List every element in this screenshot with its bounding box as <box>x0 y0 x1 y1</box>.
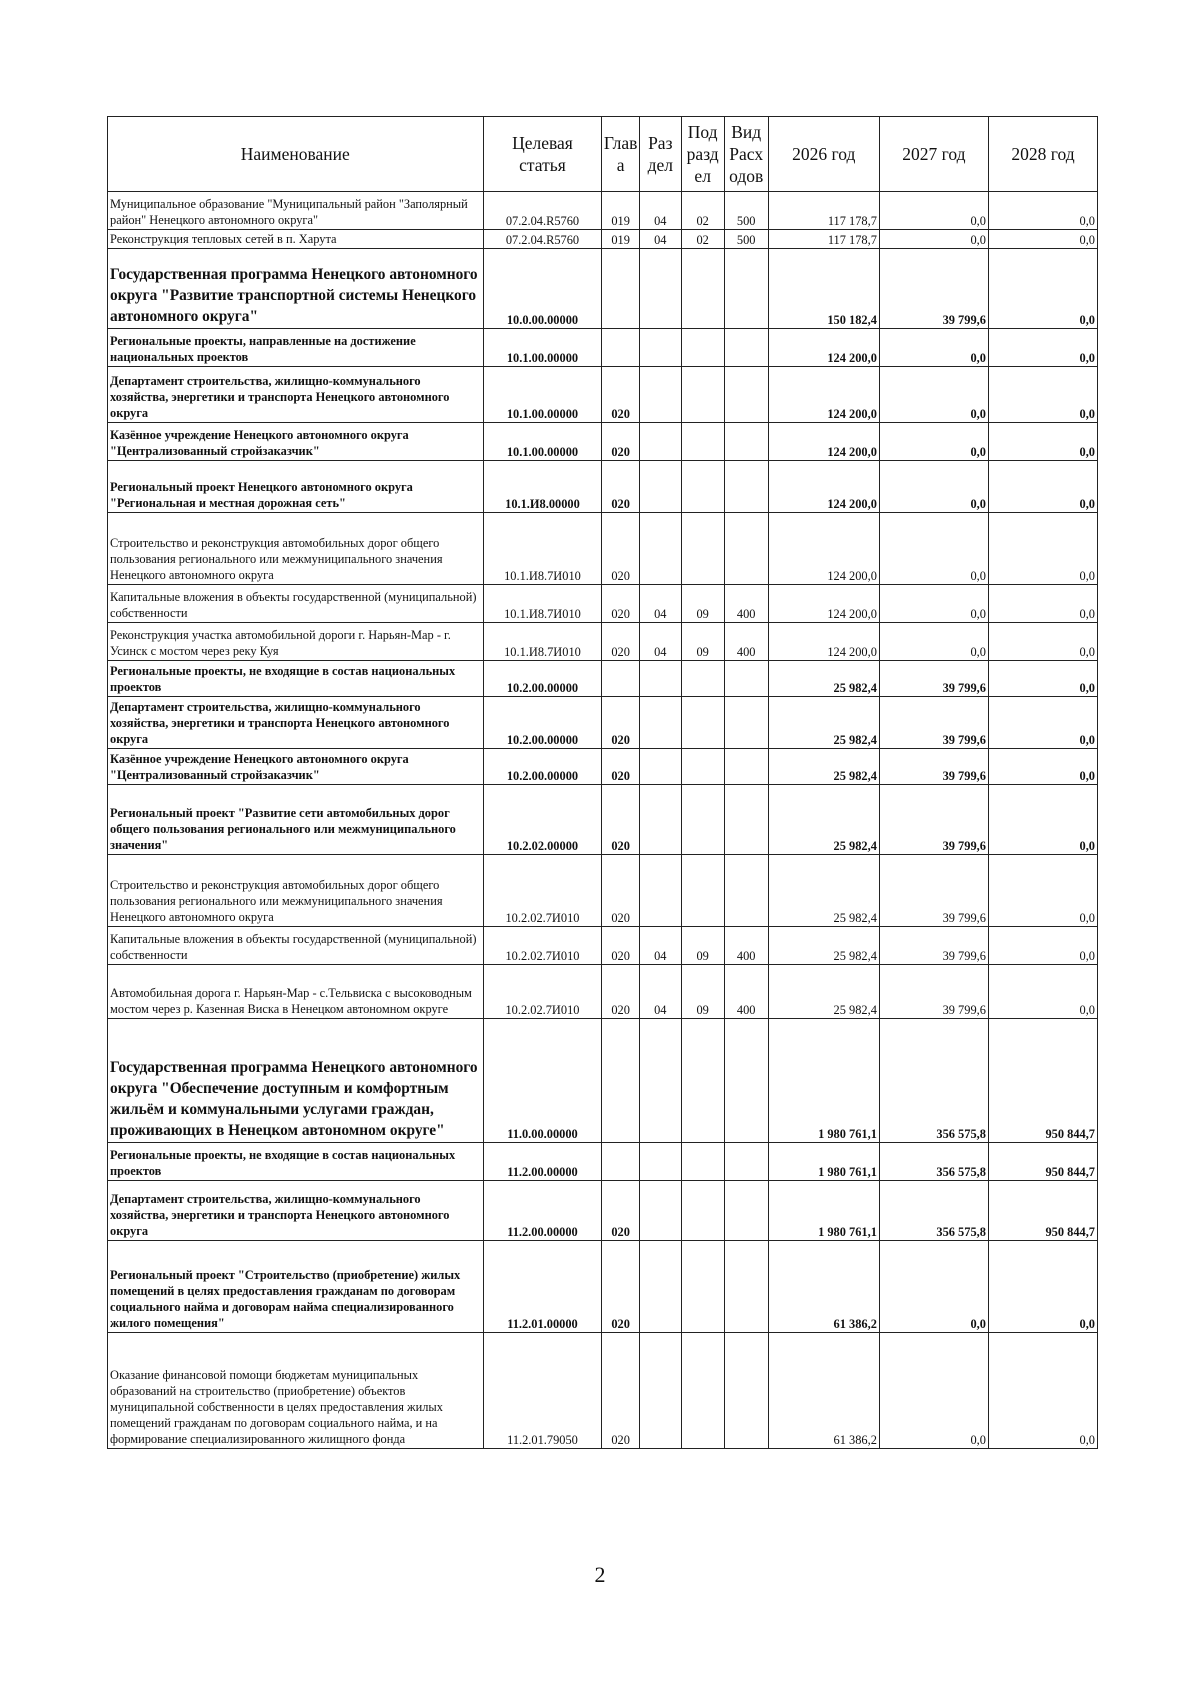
cell-glava: 020 <box>602 1333 639 1449</box>
cell-glava: 019 <box>602 192 639 230</box>
cell-y2026: 1 980 761,1 <box>768 1143 879 1181</box>
cell-y2028: 0,0 <box>988 697 1097 749</box>
cell-glava: 020 <box>602 1181 639 1241</box>
cell-name: Капитальные вложения в объекты государственной (муниципальной) собственности <box>108 585 484 623</box>
cell-code: 07.2.04.R5760 <box>483 192 602 230</box>
cell-glava: 019 <box>602 230 639 249</box>
cell-y2027: 39 799,6 <box>879 249 988 329</box>
cell-vid <box>724 1241 768 1333</box>
table-row <box>108 192 1098 230</box>
budget-table <box>107 116 1098 1449</box>
cell-y2026: 124 200,0 <box>768 367 879 423</box>
cell-podrazdel: 09 <box>681 927 724 965</box>
cell-y2028: 0,0 <box>988 623 1097 661</box>
cell-vid <box>724 1019 768 1143</box>
cell-y2028: 0,0 <box>988 965 1097 1019</box>
cell-code: 10.2.02.7И010 <box>483 855 602 927</box>
table-row <box>108 423 1098 461</box>
header-razdel: Раз дел <box>639 117 681 192</box>
cell-podrazdel <box>681 461 724 513</box>
cell-glava: 020 <box>602 1241 639 1333</box>
cell-vid <box>724 749 768 785</box>
table-row <box>108 1143 1098 1181</box>
cell-razdel <box>639 855 681 927</box>
cell-y2028: 950 844,7 <box>988 1143 1097 1181</box>
cell-vid <box>724 423 768 461</box>
table-row <box>108 1241 1098 1333</box>
cell-podrazdel <box>681 785 724 855</box>
cell-name: Оказание финансовой помощи бюджетам муниципальных образований на строительство (приобретение) объектов муниципальной собственности в целях предоставления жилых помещений гражданам по договорам социального найма, и на формирование специализированного жилищного фонда <box>108 1333 484 1449</box>
cell-code: 10.1.И8.7И010 <box>483 513 602 585</box>
cell-name: Региональный проект Ненецкого автономного округа "Региональная и местная дорожная сеть" <box>108 461 484 513</box>
cell-code: 10.0.00.00000 <box>483 249 602 329</box>
cell-code: 10.1.00.00000 <box>483 367 602 423</box>
table-row <box>108 661 1098 697</box>
header-2027: 2027 год <box>879 117 988 192</box>
cell-code: 10.2.00.00000 <box>483 749 602 785</box>
cell-vid <box>724 855 768 927</box>
cell-code: 11.2.00.00000 <box>483 1143 602 1181</box>
cell-name: Региональные проекты, не входящие в состав национальных проектов <box>108 1143 484 1181</box>
cell-name: Муниципальное образование "Муниципальный район "Заполярный район" Ненецкого автономного округа" <box>108 192 484 230</box>
cell-razdel <box>639 1143 681 1181</box>
cell-vid: 400 <box>724 965 768 1019</box>
cell-podrazdel <box>681 329 724 367</box>
cell-code: 07.2.04.R5760 <box>483 230 602 249</box>
cell-y2027: 0,0 <box>879 192 988 230</box>
cell-razdel <box>639 461 681 513</box>
cell-y2026: 124 200,0 <box>768 623 879 661</box>
budget-table-container <box>107 116 1098 1449</box>
table-row <box>108 965 1098 1019</box>
cell-vid <box>724 785 768 855</box>
cell-glava <box>602 1019 639 1143</box>
cell-y2026: 25 982,4 <box>768 749 879 785</box>
cell-y2028: 0,0 <box>988 749 1097 785</box>
cell-y2027: 39 799,6 <box>879 749 988 785</box>
cell-vid: 400 <box>724 927 768 965</box>
cell-y2026: 25 982,4 <box>768 785 879 855</box>
cell-podrazdel: 09 <box>681 585 724 623</box>
cell-code: 11.2.01.00000 <box>483 1241 602 1333</box>
cell-y2027: 39 799,6 <box>879 661 988 697</box>
header-name: Наименование <box>108 117 484 192</box>
cell-y2027: 39 799,6 <box>879 965 988 1019</box>
cell-code: 10.2.00.00000 <box>483 661 602 697</box>
cell-y2028: 950 844,7 <box>988 1019 1097 1143</box>
cell-podrazdel <box>681 513 724 585</box>
header-code: Целевая статья <box>483 117 602 192</box>
table-row <box>108 855 1098 927</box>
cell-glava: 020 <box>602 785 639 855</box>
header-2026: 2026 год <box>768 117 879 192</box>
cell-razdel: 04 <box>639 230 681 249</box>
cell-name: Капитальные вложения в объекты государственной (муниципальной) собственности <box>108 927 484 965</box>
cell-y2027: 356 575,8 <box>879 1181 988 1241</box>
cell-name: Региональные проекты, направленные на достижение национальных проектов <box>108 329 484 367</box>
cell-y2028: 0,0 <box>988 513 1097 585</box>
header-2028: 2028 год <box>988 117 1097 192</box>
cell-razdel <box>639 1181 681 1241</box>
cell-vid <box>724 249 768 329</box>
cell-code: 10.1.00.00000 <box>483 329 602 367</box>
cell-name: Региональные проекты, не входящие в состав национальных проектов <box>108 661 484 697</box>
cell-glava <box>602 1143 639 1181</box>
cell-glava <box>602 661 639 697</box>
cell-y2027: 39 799,6 <box>879 697 988 749</box>
cell-vid: 500 <box>724 192 768 230</box>
cell-podrazdel <box>681 1241 724 1333</box>
cell-y2027: 356 575,8 <box>879 1019 988 1143</box>
cell-name: Казённое учреждение Ненецкого автономного округа "Централизованный стройзаказчик" <box>108 423 484 461</box>
cell-y2028: 950 844,7 <box>988 1181 1097 1241</box>
cell-y2027: 39 799,6 <box>879 855 988 927</box>
cell-name: Департамент строительства, жилищно-коммунального хозяйства, энергетики и транспорта Ненецкого автономного округа <box>108 367 484 423</box>
cell-y2026: 150 182,4 <box>768 249 879 329</box>
cell-glava: 020 <box>602 513 639 585</box>
cell-razdel <box>639 1019 681 1143</box>
table-row <box>108 513 1098 585</box>
cell-name: Региональный проект "Развитие сети автомобильных дорог общего пользования регионального или межмуниципального значения" <box>108 785 484 855</box>
cell-y2028: 0,0 <box>988 249 1097 329</box>
cell-y2027: 0,0 <box>879 367 988 423</box>
cell-y2026: 124 200,0 <box>768 461 879 513</box>
cell-y2027: 0,0 <box>879 461 988 513</box>
cell-glava: 020 <box>602 855 639 927</box>
cell-y2026: 124 200,0 <box>768 423 879 461</box>
cell-y2027: 39 799,6 <box>879 927 988 965</box>
cell-razdel: 04 <box>639 965 681 1019</box>
cell-y2026: 124 200,0 <box>768 513 879 585</box>
cell-glava: 020 <box>602 461 639 513</box>
cell-y2026: 61 386,2 <box>768 1241 879 1333</box>
table-body <box>108 192 1098 1449</box>
cell-y2028: 0,0 <box>988 230 1097 249</box>
cell-podrazdel <box>681 423 724 461</box>
cell-y2028: 0,0 <box>988 1241 1097 1333</box>
cell-podrazdel <box>681 697 724 749</box>
cell-y2026: 25 982,4 <box>768 697 879 749</box>
cell-vid <box>724 461 768 513</box>
cell-podrazdel <box>681 1333 724 1449</box>
cell-razdel <box>639 1241 681 1333</box>
cell-code: 10.1.И8.00000 <box>483 461 602 513</box>
cell-vid: 400 <box>724 623 768 661</box>
table-row <box>108 461 1098 513</box>
cell-y2027: 0,0 <box>879 585 988 623</box>
cell-podrazdel <box>681 661 724 697</box>
cell-name: Казённое учреждение Ненецкого автономного округа "Централизованный стройзаказчик" <box>108 749 484 785</box>
cell-vid: 400 <box>724 585 768 623</box>
cell-razdel <box>639 785 681 855</box>
cell-y2027: 0,0 <box>879 230 988 249</box>
cell-y2028: 0,0 <box>988 367 1097 423</box>
cell-glava <box>602 329 639 367</box>
cell-podrazdel: 02 <box>681 192 724 230</box>
cell-y2027: 0,0 <box>879 513 988 585</box>
cell-razdel: 04 <box>639 585 681 623</box>
table-row <box>108 367 1098 423</box>
cell-razdel <box>639 513 681 585</box>
table-header-row <box>108 117 1098 192</box>
cell-podrazdel: 09 <box>681 623 724 661</box>
cell-razdel <box>639 367 681 423</box>
cell-name: Государственная программа Ненецкого автономного округа "Обеспечение доступным и комфортным жильём и коммунальными услугами граждан, проживающих в Ненецком автономном округе" <box>108 1019 484 1143</box>
cell-vid <box>724 329 768 367</box>
cell-podrazdel <box>681 749 724 785</box>
cell-name: Региональный проект "Строительство (приобретение) жилых помещений в целях предоставления гражданам по договорам социального найма и договорам найма специализированного жилого помещения" <box>108 1241 484 1333</box>
cell-vid: 500 <box>724 230 768 249</box>
cell-y2026: 25 982,4 <box>768 927 879 965</box>
table-row <box>108 749 1098 785</box>
cell-y2026: 124 200,0 <box>768 329 879 367</box>
cell-y2026: 61 386,2 <box>768 1333 879 1449</box>
cell-name: Реконструкция тепловых сетей в п. Харута <box>108 230 484 249</box>
cell-y2028: 0,0 <box>988 192 1097 230</box>
cell-y2026: 25 982,4 <box>768 855 879 927</box>
cell-podrazdel <box>681 1181 724 1241</box>
page-number: 2 <box>594 1562 606 1587</box>
cell-y2028: 0,0 <box>988 585 1097 623</box>
header-podrazdel: Под разд ел <box>681 117 724 192</box>
cell-code: 10.2.02.00000 <box>483 785 602 855</box>
cell-code: 10.2.02.7И010 <box>483 927 602 965</box>
cell-y2027: 0,0 <box>879 423 988 461</box>
cell-y2027: 39 799,6 <box>879 785 988 855</box>
cell-podrazdel <box>681 1019 724 1143</box>
cell-y2027: 0,0 <box>879 1333 988 1449</box>
cell-razdel: 04 <box>639 192 681 230</box>
table-row <box>108 785 1098 855</box>
cell-code: 11.2.00.00000 <box>483 1181 602 1241</box>
cell-code: 11.2.01.79050 <box>483 1333 602 1449</box>
table-row <box>108 249 1098 329</box>
cell-razdel <box>639 661 681 697</box>
cell-podrazdel <box>681 249 724 329</box>
cell-y2026: 25 982,4 <box>768 661 879 697</box>
cell-y2026: 117 178,7 <box>768 192 879 230</box>
cell-podrazdel <box>681 1143 724 1181</box>
cell-name: Департамент строительства, жилищно-коммунального хозяйства, энергетики и транспорта Ненецкого автономного округа <box>108 697 484 749</box>
cell-podrazdel: 09 <box>681 965 724 1019</box>
table-row <box>108 329 1098 367</box>
table-row <box>108 697 1098 749</box>
cell-y2026: 124 200,0 <box>768 585 879 623</box>
cell-glava: 020 <box>602 965 639 1019</box>
cell-y2026: 117 178,7 <box>768 230 879 249</box>
cell-razdel <box>639 249 681 329</box>
cell-razdel <box>639 423 681 461</box>
cell-glava: 020 <box>602 423 639 461</box>
cell-y2028: 0,0 <box>988 855 1097 927</box>
cell-y2027: 0,0 <box>879 329 988 367</box>
table-row <box>108 623 1098 661</box>
cell-y2028: 0,0 <box>988 927 1097 965</box>
cell-code: 10.1.И8.7И010 <box>483 623 602 661</box>
cell-y2028: 0,0 <box>988 461 1097 513</box>
header-glava: Глав а <box>602 117 639 192</box>
cell-y2027: 0,0 <box>879 1241 988 1333</box>
cell-razdel <box>639 749 681 785</box>
cell-razdel: 04 <box>639 623 681 661</box>
cell-y2028: 0,0 <box>988 785 1097 855</box>
cell-y2026: 25 982,4 <box>768 965 879 1019</box>
cell-glava: 020 <box>602 623 639 661</box>
cell-vid <box>724 367 768 423</box>
cell-razdel: 04 <box>639 927 681 965</box>
table-row <box>108 585 1098 623</box>
table-row <box>108 230 1098 249</box>
cell-y2027: 356 575,8 <box>879 1143 988 1181</box>
table-row <box>108 1181 1098 1241</box>
cell-glava: 020 <box>602 927 639 965</box>
table-row <box>108 1019 1098 1143</box>
cell-code: 10.1.И8.7И010 <box>483 585 602 623</box>
cell-y2028: 0,0 <box>988 1333 1097 1449</box>
cell-code: 11.0.00.00000 <box>483 1019 602 1143</box>
cell-glava: 020 <box>602 697 639 749</box>
cell-name: Департамент строительства, жилищно-коммунального хозяйства, энергетики и транспорта Ненецкого автономного округа <box>108 1181 484 1241</box>
cell-y2028: 0,0 <box>988 329 1097 367</box>
cell-vid <box>724 1143 768 1181</box>
header-vid: Вид Расх одов <box>724 117 768 192</box>
cell-name: Реконструкция участка автомобильной дороги г. Нарьян-Мар - г. Усинск с мостом через реку Куя <box>108 623 484 661</box>
cell-name: Автомобильная дорога г. Нарьян-Мар - с.Тельвиска с высоководным мостом через р. Казенная Виска в Ненецком автономном округе <box>108 965 484 1019</box>
cell-podrazdel <box>681 367 724 423</box>
cell-podrazdel <box>681 855 724 927</box>
cell-vid <box>724 1181 768 1241</box>
table-row <box>108 1333 1098 1449</box>
cell-vid <box>724 1333 768 1449</box>
cell-name: Государственная программа Ненецкого автономного округа "Развитие транспортной системы Ненецкого автономного округа" <box>108 249 484 329</box>
cell-glava: 020 <box>602 749 639 785</box>
cell-y2026: 1 980 761,1 <box>768 1181 879 1241</box>
cell-vid <box>724 661 768 697</box>
cell-glava: 020 <box>602 367 639 423</box>
cell-razdel <box>639 329 681 367</box>
cell-y2026: 1 980 761,1 <box>768 1019 879 1143</box>
cell-glava: 020 <box>602 585 639 623</box>
cell-code: 10.2.02.7И010 <box>483 965 602 1019</box>
cell-code: 10.2.00.00000 <box>483 697 602 749</box>
cell-y2028: 0,0 <box>988 661 1097 697</box>
cell-razdel <box>639 697 681 749</box>
cell-y2027: 0,0 <box>879 623 988 661</box>
cell-glava <box>602 249 639 329</box>
cell-vid <box>724 697 768 749</box>
cell-podrazdel: 02 <box>681 230 724 249</box>
cell-name: Строительство и реконструкция автомобильных дорог общего пользования регионального или межмуниципального значения Ненецкого автономного округа <box>108 513 484 585</box>
cell-razdel <box>639 1333 681 1449</box>
table-row <box>108 927 1098 965</box>
cell-vid <box>724 513 768 585</box>
cell-y2028: 0,0 <box>988 423 1097 461</box>
cell-code: 10.1.00.00000 <box>483 423 602 461</box>
cell-name: Строительство и реконструкция автомобильных дорог общего пользования регионального или межмуниципального значения Ненецкого автономного округа <box>108 855 484 927</box>
